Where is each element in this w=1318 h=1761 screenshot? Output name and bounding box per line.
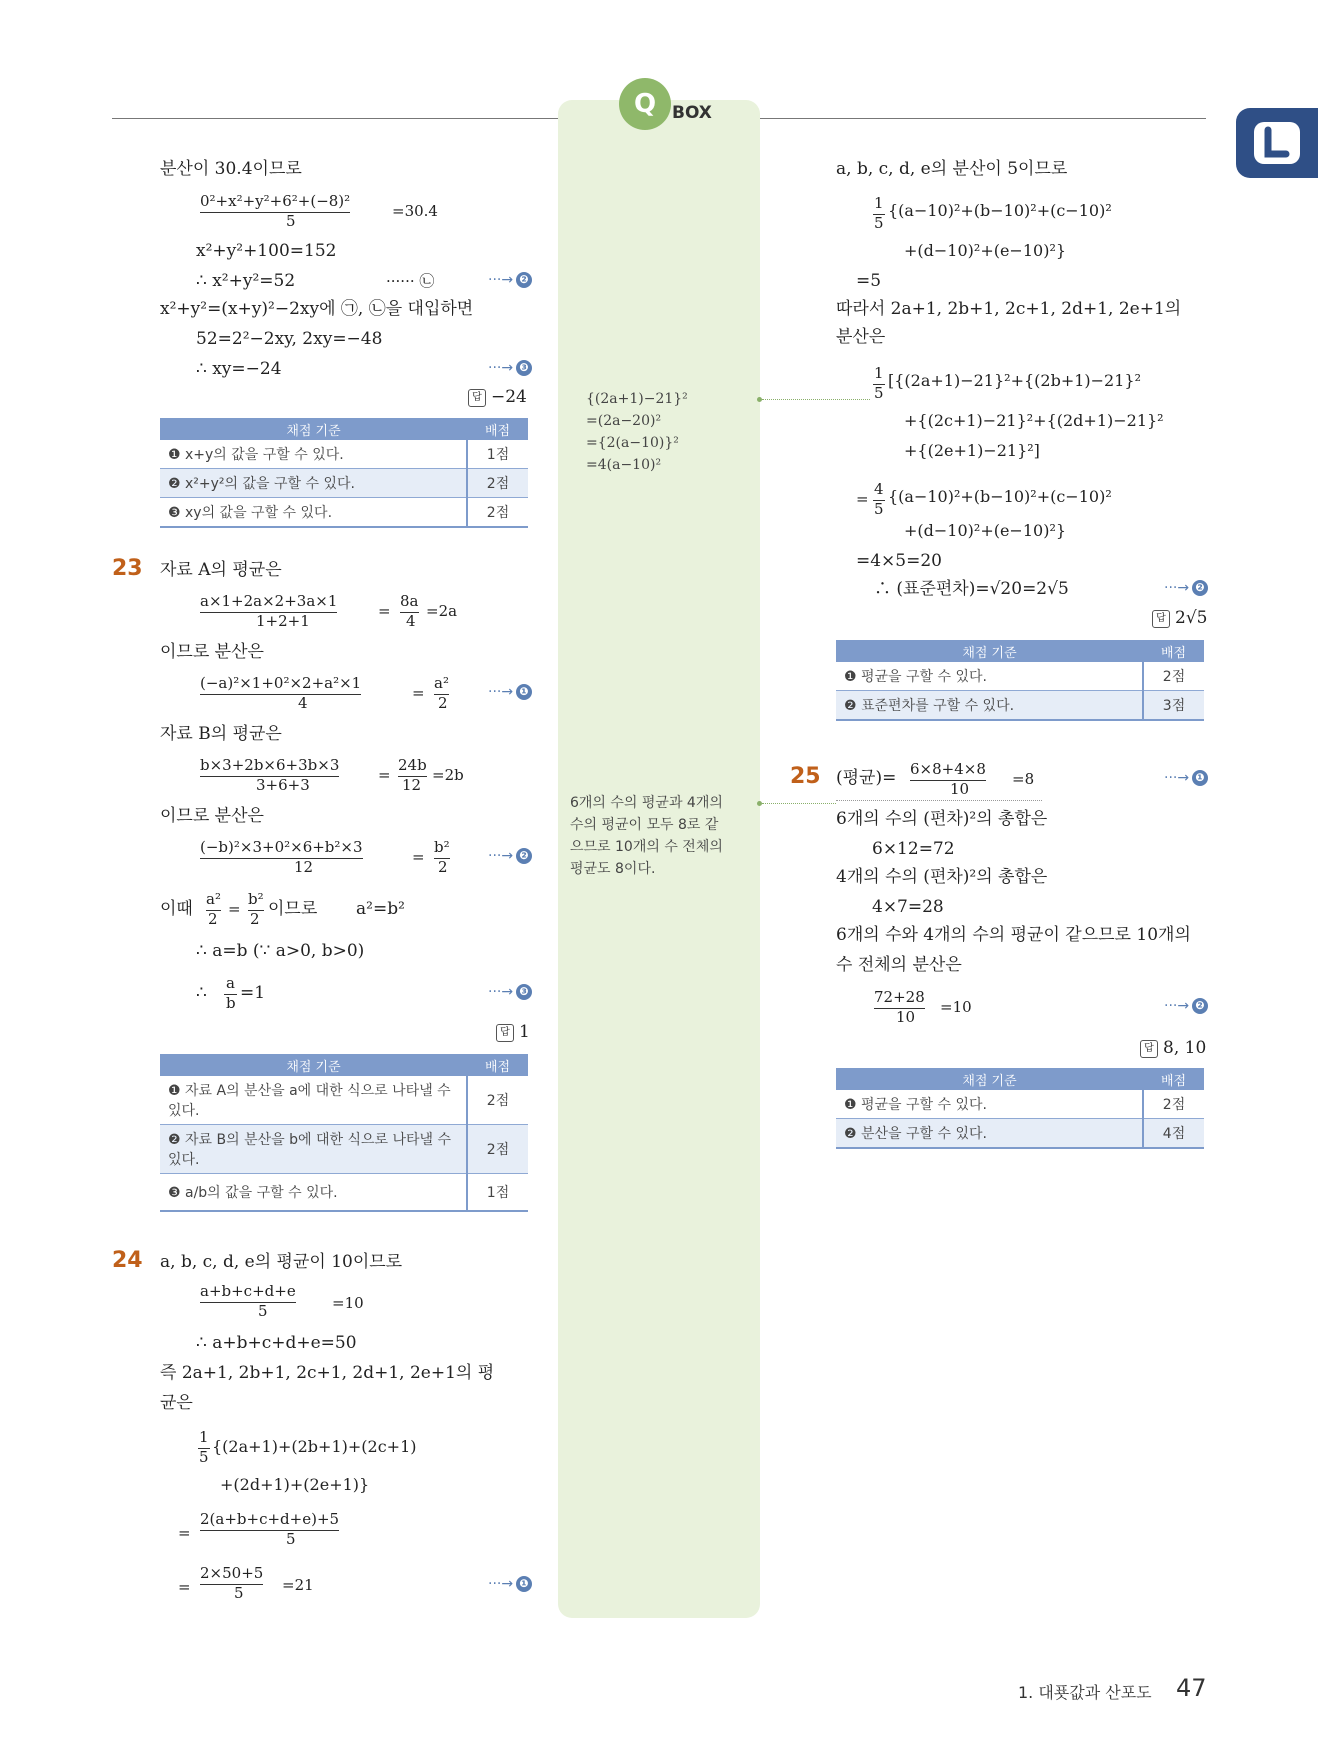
problem-number-25: 25 (790, 764, 821, 789)
step-mark-3b: ···→ ❸ (488, 984, 532, 1000)
q23-var-b-rnum: b² (434, 836, 450, 859)
q23-line-1: 자료 A의 평균은 (160, 560, 282, 580)
answer-24: 답 2√5 (1152, 608, 1207, 628)
q23-line-3: 이므로 분산은 (160, 642, 264, 662)
q24-line-7: +(2d+1)+(2e+1)} (220, 1475, 370, 1494)
q24-line-8-num: 2(a+b+c+d+e)+5 (200, 1508, 339, 1531)
left-frac-den: 5 (286, 212, 296, 230)
right-eq-1: = (856, 490, 869, 508)
q25-line-6: 6개의 수와 4개의 수의 평균이 같으므로 10개의 (836, 925, 1191, 945)
q23-frac-num: a×1+2a×2+3a×1 (200, 590, 337, 613)
answer-25: 답 8, 10 (1140, 1038, 1206, 1058)
right-line-12: =4×5=20 (856, 551, 942, 571)
page-number: 47 (1176, 1674, 1207, 1702)
q23-c1-frac1-den: 2 (208, 910, 218, 928)
right-line-4: =5 (856, 271, 882, 291)
q25-frac2-num: 72+28 (874, 986, 925, 1009)
q24-line-1: a, b, c, d, e의 평균이 10이므로 (160, 1252, 403, 1272)
q24-line-4: 즉 2a+1, 2b+1, 2c+1, 2d+1, 2e+1의 평 (160, 1363, 495, 1383)
rubric-table-25: 채점 기준 배점 ❶ 평균을 구할 수 있다. 2점 ❷ 분산을 구할 수 있다. 4점 (836, 1068, 1204, 1149)
step-mark-1c: ···→ ❶ (1164, 770, 1208, 786)
right-line-3: +(d−10)²+(e−10)²} (904, 241, 1067, 260)
left-line-5: x²+y²=(x+y)²−2xy에 ㉠, ㉡을 대입하면 (160, 299, 474, 319)
q24-frac-result: =10 (332, 1294, 364, 1312)
chapter-tab-icon (1236, 108, 1318, 178)
q24-mean-frac-den: 5 (199, 1448, 209, 1466)
right-line-1: a, b, c, d, e의 분산이 5이므로 (836, 159, 1068, 179)
right-line-6: 분산은 (836, 327, 886, 347)
qbox-connector-line-1 (762, 399, 870, 400)
q23-var-a-rden: 2 (438, 694, 448, 712)
q24-mean-frac-num: 1 (198, 1426, 210, 1449)
left-frac-num: 0²+x²+y²+6²+(−8)² (200, 190, 350, 213)
q23-b-result: =2b (432, 766, 464, 784)
q23-line-c1a: 이때 (160, 899, 193, 919)
q23-frac2-num: 8a (400, 590, 419, 613)
q23-line-c2: ∴ a=b (∵ a>0, b>0) (196, 941, 365, 961)
q24-eq-1: = (178, 1524, 191, 1542)
right-line-7: [{(2a+1)−21}²+{(2b+1)−21}² (888, 371, 1142, 390)
left-line-3: x²+y²+100=152 (196, 241, 337, 261)
q23-var-a-num: (−a)²×1+0²×2+a²×1 (200, 672, 361, 695)
qbox-note-1: {(2a+1)−21}² =(2a−20)² ={2(a−10)}² =4(a−10)² (586, 391, 688, 473)
q23-frac2-den: 4 (406, 612, 416, 630)
right-line-9: +{(2e+1)−21}²] (904, 441, 1040, 460)
q24-line-9-den: 5 (234, 1584, 244, 1602)
q25-dotted-underline (836, 800, 1042, 801)
q23-line-c3a: ∴ (196, 983, 207, 1003)
q23-eq: = (378, 602, 391, 620)
qbox-note-2: 6개의 수의 평균과 4개의 수의 평균이 모두 8로 같 으므로 10개의 수 전체의 평균도 8이다. (570, 795, 723, 877)
right-line-5: 따라서 2a+1, 2b+1, 2c+1, 2d+1, 2e+1의 (836, 299, 1182, 319)
q23-frac-den: 1+2+1 (256, 612, 310, 630)
q24-line-5: 균은 (160, 1393, 193, 1413)
q23-c3-num: a (224, 972, 237, 995)
answer-22: 답 −24 (468, 387, 527, 407)
qbox-label: BOX (672, 103, 712, 123)
q25-frac2-den: 10 (896, 1008, 916, 1026)
q23-b-eq: = (378, 766, 391, 784)
q25-line-7: 수 전체의 분산은 (836, 955, 962, 975)
q24-line-9-num: 2×50+5 (200, 1562, 263, 1585)
step-mark-2: ···→ ❷ (488, 272, 532, 288)
q23-b-frac-den: 3+6+3 (256, 776, 310, 794)
q25-line-4: 4개의 수의 (편차)²의 총합은 (836, 867, 1048, 887)
right-line-8: +{(2c+1)−21}²+{(2d+1)−21}² (904, 411, 1164, 430)
problem-number-23: 23 (112, 556, 143, 581)
step-mark-1b: ···→ ❶ (488, 1576, 532, 1592)
qbox-connector-line-2 (762, 803, 836, 804)
right-frac-2-num: 1 (873, 362, 885, 385)
q25-frac2-result: =10 (940, 998, 972, 1016)
step-mark-2d: ···→ ❷ (1164, 998, 1208, 1014)
answer-23: 답 1 (496, 1022, 530, 1042)
q23-c1-frac2-num: b² (248, 888, 264, 911)
q23-var-b-rden: 2 (438, 858, 448, 876)
q25-frac-den: 10 (950, 780, 970, 798)
rubric-table-23: 채점 기준 배점 ❶ 자료 A의 분산을 a에 대한 식으로 나타낼 수 있다. 2점 ❷ 자료 B의 분산을 b에 대한 식으로 나타낼 수 있다. 2점 ❸ a/b의 값을 구할 수 있다. 1점 (160, 1054, 528, 1212)
q25-line-3: 6×12=72 (872, 839, 955, 859)
q23-c1-frac2-den: 2 (250, 910, 260, 928)
q23-line-c3b: =1 (240, 983, 266, 1003)
q23-line-b3: 이므로 분산은 (160, 806, 264, 826)
step-mark-2c: ···→ ❷ (1164, 580, 1208, 596)
left-line-1: 분산이 30.4이므로 (160, 159, 302, 179)
rubric-table-24: 채점 기준 배점 ❶ 평균을 구할 수 있다. 2점 ❷ 표준편차를 구할 수 있다. 3점 (836, 640, 1204, 721)
q23-var-b-den: 12 (294, 858, 314, 876)
q23-c3-den: b (226, 994, 236, 1012)
step-mark-2b: ···→ ❷ (488, 848, 532, 864)
q23-var-a-rnum: a² (434, 672, 449, 695)
q24-frac-den: 5 (258, 1302, 268, 1320)
q25-frac-result: =8 (1012, 770, 1035, 788)
q24-line-6: {(2a+1)+(2b+1)+(2c+1) (212, 1437, 417, 1456)
q24-frac-num: a+b+c+d+e (200, 1280, 296, 1303)
qbox-badge: Q (619, 78, 671, 130)
left-line-4-tag: ······ ㉡ (386, 272, 435, 290)
q24-line-8-den: 5 (286, 1530, 296, 1548)
q23-line-b1: 자료 B의 평균은 (160, 724, 282, 744)
q24-line-9-result: =21 (282, 1576, 314, 1594)
q25-line-1: (평균)= (836, 768, 897, 788)
step-mark-1: ···→ ❶ (488, 684, 532, 700)
header-rule-left (112, 118, 558, 119)
right-line-2: {(a−10)²+(b−10)²+(c−10)² (888, 201, 1112, 220)
q25-line-2: 6개의 수의 (편차)²의 총합은 (836, 809, 1048, 829)
left-line-6: 52=2²−2xy, 2xy=−48 (196, 329, 383, 349)
q23-result: =2a (426, 602, 458, 620)
q23-line-c1c: a²=b² (356, 899, 405, 919)
q24-eq-2: = (178, 1578, 191, 1596)
left-line-4: ∴ x²+y²=52 (196, 271, 296, 291)
right-line-13: ∴ (표준편차)=√20=2√5 (874, 579, 1069, 599)
q23-b-frac-num: b×3+2b×6+3b×3 (200, 754, 339, 777)
right-frac-1-num: 1 (873, 192, 885, 215)
right-frac-3-den: 5 (874, 500, 884, 518)
q23-var-a-eq: = (412, 684, 425, 702)
left-line-7: ∴ xy=−24 (196, 359, 282, 379)
header-rule-right (760, 118, 1206, 119)
q23-b-frac2-den: 12 (402, 776, 422, 794)
q23-c1-frac1-num: a² (206, 888, 221, 911)
chapter-footer: 1. 대푯값과 산포도 (1018, 1683, 1152, 1702)
q24-line-3: ∴ a+b+c+d+e=50 (196, 1333, 357, 1353)
right-line-10: {(a−10)²+(b−10)²+(c−10)² (888, 487, 1112, 506)
left-frac-result: =30.4 (392, 202, 438, 220)
q23-var-a-den: 4 (298, 694, 308, 712)
rubric-table-22: 채점 기준 배점 ❶ x+y의 값을 구할 수 있다. 1점 ❷ x²+y²의 값을 구할 수 있다. 2점 ❸ xy의 값을 구할 수 있다. 2점 (160, 418, 528, 528)
q23-c1-eq: = (228, 900, 241, 918)
q23-b-frac2-num: 24b (398, 754, 427, 777)
step-mark-3: ···→ ❸ (488, 360, 532, 376)
q23-var-b-eq: = (412, 848, 425, 866)
q25-frac-num: 6×8+4×8 (910, 758, 986, 781)
right-frac-1-den: 5 (874, 214, 884, 232)
right-frac-3-num: 4 (873, 478, 885, 501)
right-line-11: +(d−10)²+(e−10)²} (904, 521, 1067, 540)
right-frac-2-den: 5 (874, 384, 884, 402)
q25-line-5: 4×7=28 (872, 897, 944, 917)
q23-line-c1b: 이므로 (268, 899, 318, 919)
problem-number-24: 24 (112, 1248, 143, 1273)
q23-var-b-num: (−b)²×3+0²×6+b²×3 (200, 836, 363, 859)
